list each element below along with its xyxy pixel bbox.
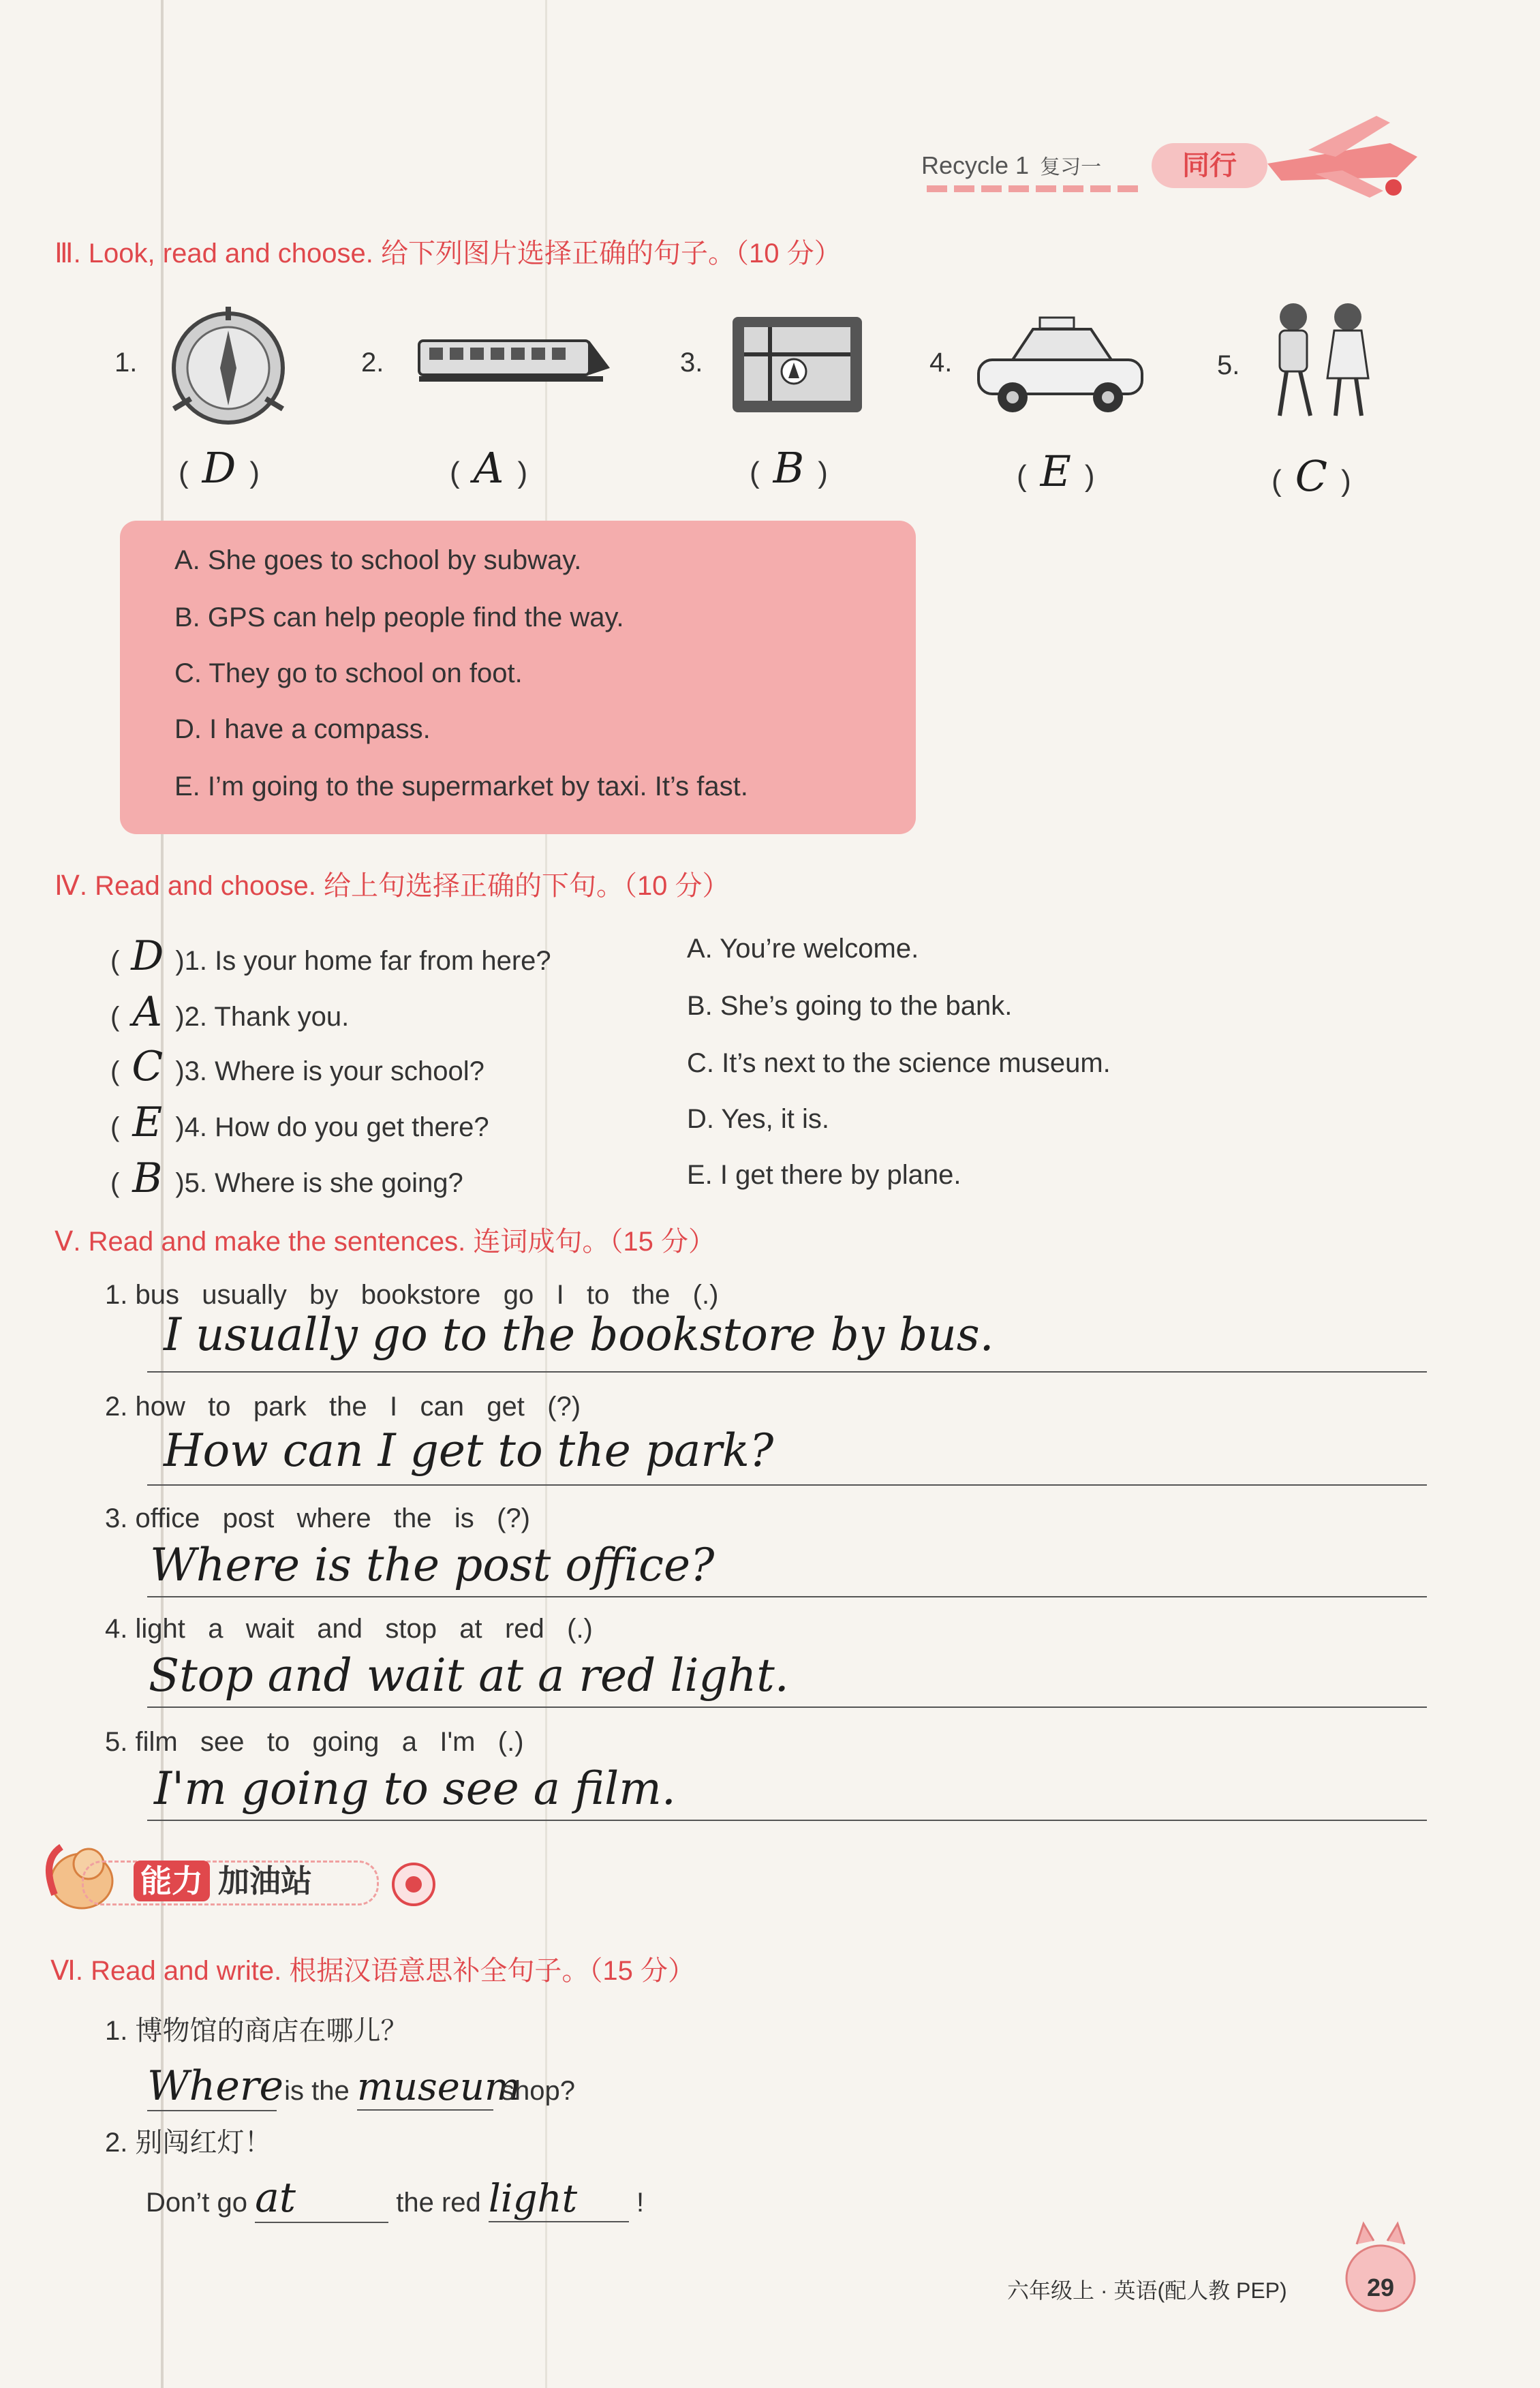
chinese-prompt: 1. 博物馆的商店在哪儿？ (105, 2016, 408, 2046)
section4-title: Ⅳ. Read and choose. 给上句选择正确的下句。（10 分） (55, 871, 730, 901)
fill-sentence: Where is the museum shop? (147, 2062, 575, 2110)
section3-title: Ⅲ. Look, read and choose. 给下列图片选择正确的句子。（10 分） (55, 239, 842, 269)
section5-title: Ⅴ. Read and make the sentences. 连词成句。（15 分） (55, 1227, 715, 1257)
question-row: ( C )3. Where is your school? (110, 1043, 484, 1090)
option-line: E. I’m going to the supermarket by taxi. It’s fast. (174, 771, 748, 801)
badge-icon (390, 1861, 437, 1908)
footer-grade: 六年级上 · 英语(配人教 PEP) (1007, 2278, 1287, 2303)
written-answer: I'm going to see a film. (154, 1762, 676, 1815)
item-number: 4. (929, 348, 953, 378)
gps-map-icon (729, 313, 865, 416)
header-dashes (927, 185, 1145, 192)
written-answer: How can I get to the park? (164, 1424, 774, 1477)
prompt-line: 1. bus usually by bookstore go I to the (.) (105, 1280, 719, 1310)
response-line: D. Yes, it is. (687, 1104, 829, 1134)
answer-slot: ( B ) (750, 443, 828, 493)
answer-slot: ( D ) (179, 443, 260, 493)
answer-line (147, 1706, 1427, 1708)
question-row: ( B )5. Where is she going? (110, 1154, 463, 1202)
option-line: C. They go to school on foot. (174, 658, 523, 688)
prompt-line: 4. light a wait and stop at red (.) (105, 1614, 593, 1644)
option-line: B. GPS can help people find the way. (174, 602, 624, 632)
header-recycle: Recycle 1 复习一 (921, 151, 1102, 179)
chinese-prompt: 2. 别闯红灯！ (105, 2128, 272, 2158)
response-line: A. You’re welcome. (687, 934, 919, 964)
written-answer: I usually go to the bookstore by bus. (164, 1308, 994, 1361)
question-row: ( D )1. Is your home far from here? (110, 932, 551, 980)
header-badge: 同行 (1152, 143, 1267, 188)
question-row: ( E )4. How do you get there? (110, 1099, 489, 1146)
page-number: 29 (1366, 2274, 1395, 2301)
response-line: B. She’s going to the bank. (687, 991, 1013, 1021)
option-line: A. She goes to school by subway. (174, 545, 582, 575)
answer-slot: ( E ) (1017, 446, 1095, 496)
answer-line (147, 1484, 1427, 1486)
children-walking-icon (1259, 300, 1382, 429)
answer-line (147, 1371, 1427, 1373)
prompt-line: 3. office post where the is (?) (105, 1503, 530, 1533)
compass-icon (160, 300, 296, 436)
question-row: ( A )2. Thank you. (110, 988, 350, 1036)
taxi-icon (972, 312, 1149, 421)
prompt-line: 5. film see to going a I'm (.) (105, 1727, 524, 1757)
item-number: 5. (1217, 350, 1240, 380)
item-number: 2. (361, 348, 384, 378)
written-answer: Stop and wait at a red light. (149, 1649, 789, 1702)
fill-sentence: Don’t go at the red light ! (146, 2174, 645, 2222)
banner-title: 能力 加油站 (134, 1856, 312, 1901)
option-line: D. I have a compass. (174, 714, 431, 744)
answer-slot: ( C ) (1272, 451, 1351, 501)
section6-title: Ⅵ. Read and write. 根据汉语意思补全句子。（15 分） (50, 1956, 695, 1986)
item-number: 3. (680, 348, 703, 378)
item-number: 1. (114, 348, 138, 378)
answer-line (147, 1596, 1427, 1597)
prompt-line: 2. how to park the I can get (?) (105, 1392, 581, 1422)
answer-line (147, 1820, 1427, 1821)
answer-slot: ( A ) (450, 443, 528, 493)
written-answer: Where is the post office? (150, 1539, 715, 1591)
subway-train-icon (416, 334, 613, 388)
response-line: E. I get there by plane. (687, 1160, 961, 1190)
airplane-icon (1254, 102, 1431, 204)
response-line: C. It’s next to the science museum. (687, 1048, 1111, 1078)
